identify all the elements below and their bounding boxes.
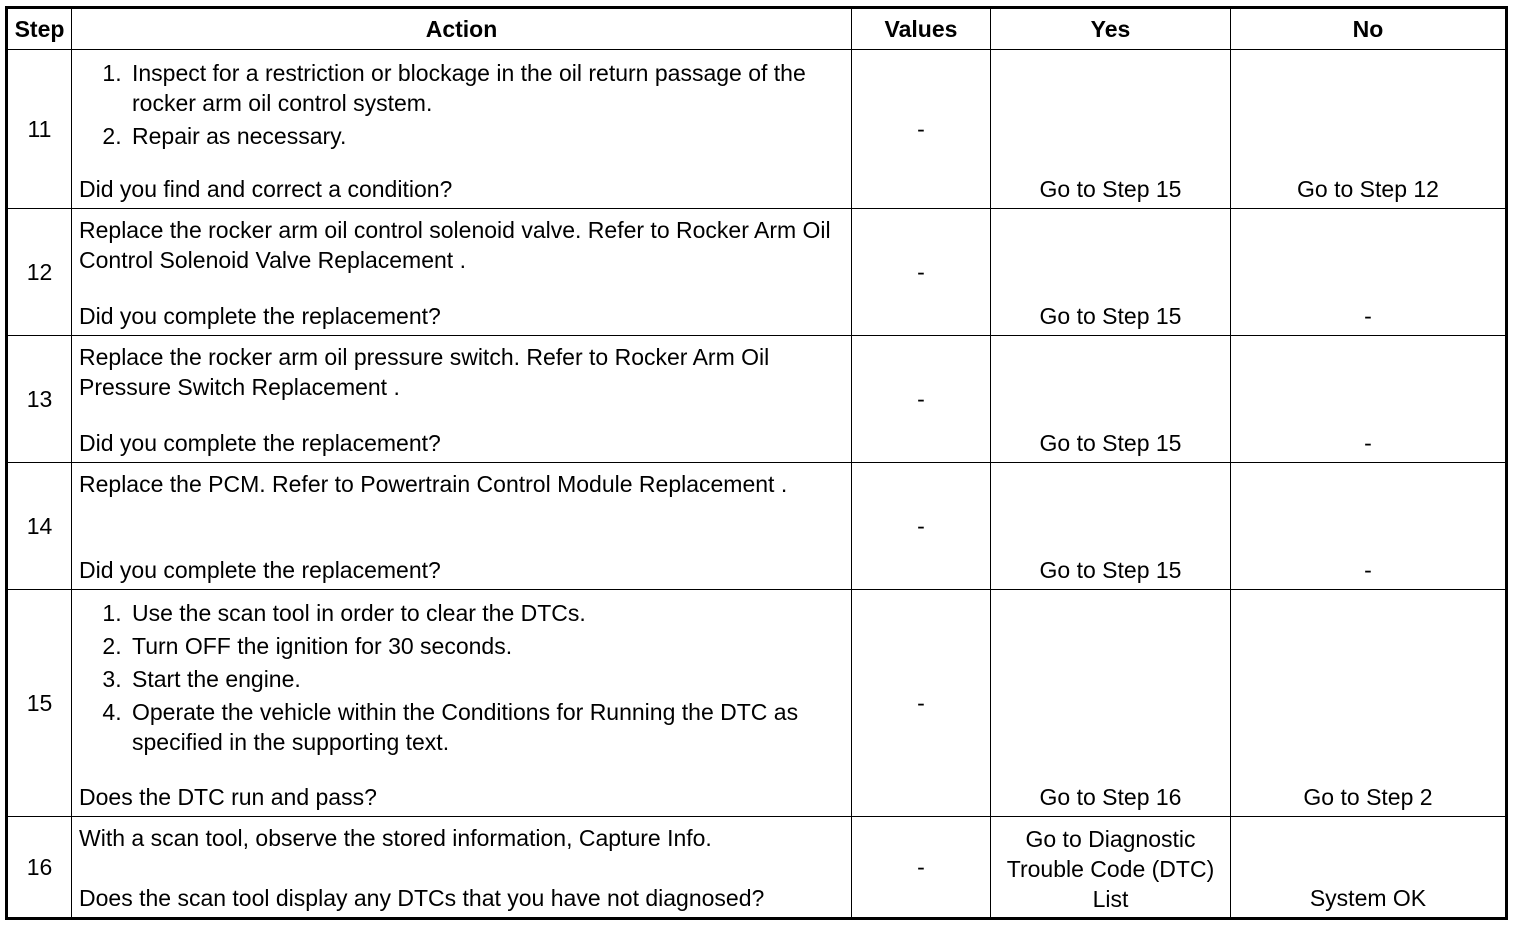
yes-cell (991, 50, 1231, 209)
action-text: Replace the rocker arm oil control solenoid valve. Refer to Rocker Arm Oil Control Solenoid Valve Replacement . (79, 217, 831, 273)
header-action: Action (72, 8, 852, 50)
header-values: Values (852, 8, 991, 50)
yes-cell (991, 209, 1231, 336)
no-outcome: - (1364, 430, 1372, 456)
action-question: Did you complete the replacement? (79, 430, 441, 456)
yes-cell (991, 463, 1231, 590)
action-cell (72, 50, 852, 209)
action-cell (72, 590, 852, 817)
no-cell (1231, 817, 1507, 919)
action-cell (72, 336, 852, 463)
no-cell (1231, 463, 1507, 590)
action-step-item: 1. Inspect for a restriction or blockage in the oil return passage of the rocker arm oil control system. (128, 58, 845, 118)
values-cell: - (852, 50, 991, 209)
no-cell (1231, 590, 1507, 817)
yes-outcome: Go to Step 15 (1039, 430, 1182, 456)
no-cell (1231, 209, 1507, 336)
action-steps (79, 58, 845, 151)
action-cell (72, 463, 852, 590)
action-question: Does the scan tool display any DTCs that you have not diagnosed? (79, 885, 765, 911)
step-number: 11 (7, 50, 72, 209)
no-outcome: Go to Step 2 (1303, 784, 1433, 810)
yes-cell (991, 336, 1231, 463)
action-step-item: 1. Use the scan tool in order to clear the DTCs. (128, 598, 845, 628)
no-cell (1231, 50, 1507, 209)
action-question: Did you complete the replacement? (79, 557, 441, 583)
table-row (7, 590, 1507, 817)
step-number: 15 (7, 590, 72, 817)
no-outcome: - (1364, 557, 1372, 583)
step-number: 14 (7, 463, 72, 590)
table-row (7, 463, 1507, 590)
yes-cell (991, 817, 1231, 919)
table-row (7, 336, 1507, 463)
action-step-item: 2. Repair as necessary. (128, 121, 845, 151)
action-question: Does the DTC run and pass? (79, 784, 377, 810)
table-row (7, 209, 1507, 336)
yes-outcome: Go to Step 15 (1039, 176, 1182, 202)
action-text: Replace the rocker arm oil pressure switch. Refer to Rocker Arm Oil Pressure Switch Replacement . (79, 344, 770, 400)
yes-outcome: Go to Step 15 (1039, 303, 1182, 329)
action-step-item: 3. Start the engine. (128, 664, 845, 694)
table-row (7, 50, 1507, 209)
action-text: With a scan tool, observe the stored information, Capture Info. (79, 825, 712, 851)
table-row (7, 817, 1507, 919)
header-no: No (1231, 8, 1507, 50)
values-cell: - (852, 590, 991, 817)
header-row (7, 8, 1507, 50)
header-step: Step (7, 8, 72, 50)
values-cell: - (852, 817, 991, 919)
header-yes: Yes (991, 8, 1231, 50)
action-step-item: 4. Operate the vehicle within the Conditions for Running the DTC as specified in the supporting text. (128, 697, 845, 757)
action-question: Did you find and correct a condition? (79, 176, 453, 202)
step-number: 13 (7, 336, 72, 463)
action-cell (72, 209, 852, 336)
no-outcome: - (1364, 303, 1372, 329)
values-cell: - (852, 463, 991, 590)
action-question: Did you complete the replacement? (79, 303, 441, 329)
values-cell: - (852, 209, 991, 336)
yes-outcome: Go to Diagnostic Trouble Code (DTC) List (1006, 826, 1215, 912)
action-steps (79, 598, 845, 757)
diagnostic-table (5, 6, 1508, 920)
action-step-item: 2. Turn OFF the ignition for 30 seconds. (128, 631, 845, 661)
step-number: 16 (7, 817, 72, 919)
yes-cell (991, 590, 1231, 817)
no-cell (1231, 336, 1507, 463)
step-number: 12 (7, 209, 72, 336)
yes-outcome: Go to Step 16 (1039, 784, 1182, 810)
no-outcome: Go to Step 12 (1297, 176, 1439, 202)
action-text: Replace the PCM. Refer to Powertrain Control Module Replacement . (79, 471, 788, 497)
yes-outcome: Go to Step 15 (1039, 557, 1182, 583)
action-cell (72, 817, 852, 919)
values-cell: - (852, 336, 991, 463)
no-outcome: System OK (1309, 885, 1427, 911)
